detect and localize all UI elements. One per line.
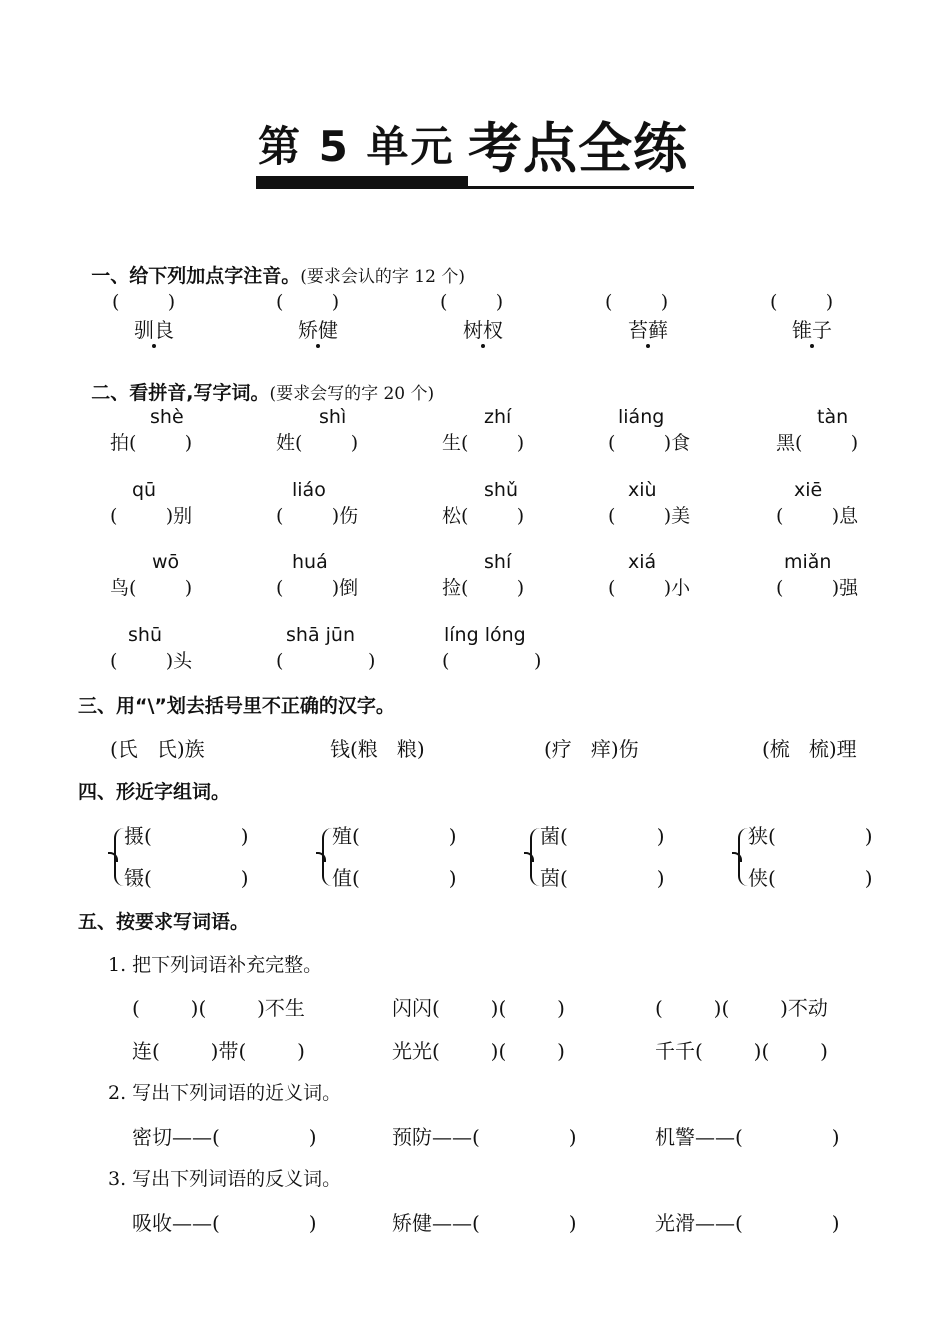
s5-q3-label: 3. 写出下列词语的反义词。 — [108, 1168, 342, 1190]
s5-q1-label: 1. 把下列词语补充完整。 — [108, 954, 323, 976]
section2-note: (要求会写的字 20 个) — [269, 384, 435, 404]
s2-blank[interactable]: 拍( ) — [110, 432, 193, 454]
s5-q1-blank[interactable]: 光光( )( ) — [392, 1039, 565, 1063]
s2-blank[interactable]: ( ) — [442, 650, 542, 672]
s1-word-4-text: 苔藓 — [628, 318, 668, 342]
s4-blank[interactable]: 值( ) — [332, 866, 457, 890]
s1-word-4 — [628, 320, 668, 340]
section3-heading: 三、用“\”划去括号里不正确的汉字。 — [78, 695, 395, 717]
s1-answer-blank-5[interactable]: ( ) — [770, 291, 834, 313]
s4-blank[interactable]: 茵( ) — [540, 866, 665, 890]
s2-blank[interactable]: 捡( ) — [442, 577, 525, 599]
s3-item-1[interactable]: (氏 氏)族 — [110, 737, 205, 761]
section2-heading — [78, 365, 434, 403]
s1-word-2-text: 矫健 — [298, 318, 338, 342]
s5-q1-blank[interactable]: 连( )带( ) — [132, 1039, 305, 1063]
s2-pinyin: liáng — [618, 406, 665, 428]
s2-pinyin: tàn — [817, 406, 849, 428]
s2-blank[interactable]: ( )别 — [110, 505, 193, 527]
s2-pinyin: zhí — [484, 406, 512, 428]
s4-blank[interactable]: 摄( ) — [124, 824, 249, 848]
section1-title: 一、给下列加点字注音。 — [91, 265, 301, 287]
section1-heading — [78, 248, 465, 286]
s2-blank[interactable]: ( )倒 — [276, 577, 359, 599]
s2-pinyin: shí — [484, 551, 512, 573]
section4-heading: 四、形近字组词。 — [78, 781, 231, 803]
s3-item-2[interactable]: 钱(粮 粮) — [330, 737, 425, 761]
title-underline-thick — [256, 176, 468, 186]
section5-heading: 五、按要求写词语。 — [78, 911, 250, 933]
s2-pinyin: wō — [152, 551, 180, 573]
s1-word-5 — [792, 320, 832, 340]
s5-q2-blank[interactable]: 机警——( ) — [655, 1125, 840, 1149]
s2-blank[interactable]: 黑( ) — [776, 432, 859, 454]
s3-item-4[interactable]: (梳 梳)理 — [762, 737, 857, 761]
s2-pinyin: liáo — [292, 479, 326, 501]
s2-pinyin: xiù — [628, 479, 657, 501]
s5-q1-blank[interactable]: 千千( )( ) — [655, 1039, 828, 1063]
s1-word-2 — [298, 320, 338, 340]
s3-item-3[interactable]: (疗 痒)伤 — [544, 737, 639, 761]
s5-q2-blank[interactable]: 预防——( ) — [392, 1125, 577, 1149]
s2-blank[interactable]: 松( ) — [442, 505, 525, 527]
s4-blank[interactable]: 菌( ) — [540, 824, 665, 848]
s2-blank[interactable]: ( )头 — [110, 650, 193, 672]
s5-q1-blank[interactable]: ( )( )不生 — [132, 996, 305, 1020]
s1-word-5-text: 锥子 — [792, 318, 832, 342]
s1-answer-blank-3[interactable]: ( ) — [440, 291, 504, 313]
s2-pinyin: huá — [292, 551, 328, 573]
s2-blank[interactable]: ( )小 — [608, 577, 691, 599]
s1-word-3-text: 树杈 — [463, 318, 503, 342]
s2-blank[interactable]: 姓( ) — [276, 432, 359, 454]
s2-pinyin: shè — [150, 406, 184, 428]
s2-blank[interactable]: ( )美 — [608, 505, 691, 527]
s4-blank[interactable]: 镊( ) — [124, 866, 249, 890]
s4-blank[interactable]: 狭( ) — [748, 824, 873, 848]
title-underline-thin — [256, 186, 694, 189]
s5-q3-blank[interactable]: 矫健——( ) — [392, 1211, 577, 1235]
s5-q1-blank[interactable]: ( )( )不动 — [655, 996, 828, 1020]
s5-q3-blank[interactable]: 吸收——( ) — [132, 1211, 317, 1235]
s2-pinyin: shǔ — [484, 479, 518, 501]
s2-pinyin: shā jūn — [286, 624, 355, 646]
s1-answer-blank-2[interactable]: ( ) — [276, 291, 340, 313]
s2-blank[interactable]: ( )强 — [776, 577, 859, 599]
s2-pinyin: xiá — [628, 551, 657, 573]
s2-blank[interactable]: ( )伤 — [276, 505, 359, 527]
section1-note: (要求会认的字 12 个) — [300, 267, 465, 287]
s5-q3-blank[interactable]: 光滑——( ) — [655, 1211, 840, 1235]
s5-q1-blank[interactable]: 闪闪( )( ) — [392, 996, 565, 1020]
s2-blank[interactable]: ( )息 — [776, 505, 859, 527]
s5-q2-blank[interactable]: 密切——( ) — [132, 1125, 317, 1149]
s1-word-1 — [134, 320, 174, 340]
s2-pinyin: líng lóng — [444, 624, 526, 646]
s1-answer-blank-4[interactable]: ( ) — [605, 291, 669, 313]
s2-blank[interactable]: 鸟( ) — [110, 577, 193, 599]
s4-blank[interactable]: 侠( ) — [748, 866, 873, 890]
s2-blank[interactable]: ( ) — [276, 650, 376, 672]
s5-q2-label: 2. 写出下列词语的近义词。 — [108, 1082, 342, 1104]
s2-pinyin: shì — [319, 406, 347, 428]
s2-blank[interactable]: ( )食 — [608, 432, 691, 454]
page-title-accent: 考点全练 — [468, 117, 688, 180]
s1-word-3 — [463, 320, 503, 340]
s2-blank[interactable]: 生( ) — [442, 432, 525, 454]
s2-pinyin: qū — [132, 479, 157, 501]
section2-title: 二、看拼音,写字词。 — [91, 382, 270, 404]
page-title-main: 第 5 单元 — [258, 122, 455, 171]
s1-word-1-text: 驯良 — [134, 318, 174, 342]
s1-answer-blank-1[interactable]: ( ) — [112, 291, 176, 313]
s2-pinyin: miǎn — [784, 551, 832, 573]
s4-blank[interactable]: 殖( ) — [332, 824, 457, 848]
s2-pinyin: shū — [128, 624, 162, 646]
s2-pinyin: xiē — [794, 479, 823, 501]
